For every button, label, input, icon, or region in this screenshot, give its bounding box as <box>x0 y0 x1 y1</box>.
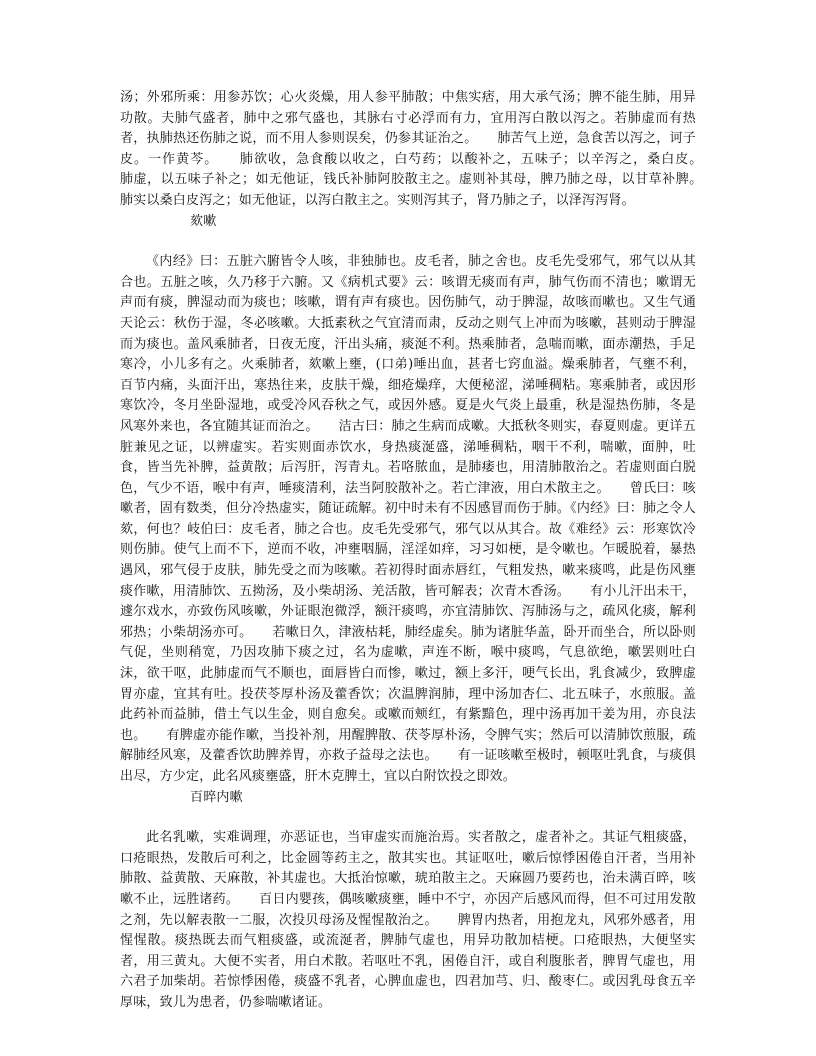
section-heading-infant-cough: 百晬内嗽 <box>190 789 243 805</box>
section-heading-cough: 欬嗽 <box>190 213 217 229</box>
spacer <box>120 808 696 828</box>
spacer <box>120 232 696 252</box>
cough-paragraph: 《内经》曰：五脏六腑皆令人咳，非独肺也。皮毛者，肺之舍也。皮毛先受邪气，邪气以从其合也。五脏之咳，久乃移于六腑。又《病机式要》云：咳谓无痰而有声，肺气伤而不清也；嗽谓无声而有痰，脾湿动而为痰也；咳嗽，谓有声有痰也。因伤肺气，动于脾湿，故咳而嗽也。又生气通天论云：秋伤于湿，冬必咳嗽。大抵素秋之气宜清而肃，反动之则气上冲而为咳嗽，甚则动于脾湿而为痰也。盖风乘肺者，日夜无度，汗出头痛，痰涎不利。热乘肺者，急喘而嗽，面赤潮热，手足寒冷，小儿多有之。火乘肺者，欬嗽上壅，(口弟)唾出血，甚者七窍血溢。燥乘肺者，气壅不利，百节内痛，头面汗出，寒热往来，皮肤干燥，细疮燥痒，大便秘涩，涕唾稠粘。寒乘肺者，或因形寒饮冷，冬月坐卧湿地，或受冷风吞秋之气，或因外感。夏是火气炎上最重，秋是湿热伤肺，冬是风寒外来也，各宜随其证而治之。 洁古曰：肺之生病而成嗽。大抵秋冬则实，春夏则虚。更详五脏兼见之证，以辨虚实。若实则面赤饮水，身热痰涎盛，涕唾稠粘，咽干不利，喘嗽，面肿，吐食，皆当先补脾，益黄散；后泻肝，泻青丸。若咯脓血，是肺痿也，用清肺散治之。若虚则面白脱色，气少不语，喉中有声，唾痰清利，法当阿胶散补之。若亡津液，用白术散主之。 曾氏曰：咳嗽者，固有数类，但分冷热虚实，随证疏解。初中时未有不因感冒而伤于肺。《内经》曰：肺之令人欬，何也？岐伯曰：皮毛者，肺之合也。皮毛先受邪气，邪气以从其合。故《难经》云：形寒饮冷则伤肺。使气上而不下，逆而不收，冲壅咽膈，淫淫如痒，习习如梗，是令嗽也。乍暖脱着，暴热遇风，邪气侵于皮肤，肺先受之而为咳嗽。若初得时面赤唇红，气粗发热，嗽来痰鸣，此是伤风壅痰作嗽，用清肺饮、五拗汤，及小柴胡汤、羌活散，皆可解表；次青木香汤。 有小儿汗出未干，遽尔戏水，亦致伤风咳嗽，外证眼泡微浮，额汗痰鸣，亦宜清肺饮、泻肺汤与之，疏风化痰，解利邪热；小柴胡汤亦可。 若嗽日久，津液枯耗，肺经虚矣。肺为诸脏华盖，卧开而坐合，所以卧则气促，坐则稍宽，乃因攻肺下痰之过，名为虚嗽，声连不断，喉中痰鸣，气息欲绝，嗽罢则吐白沫，欲干呕，此肺虚而气不顺也，面唇皆白而惨，嗽过，额上多汗，哽气长出，乳食减少，致脾虚胃亦虚，宜其有吐。投茯苓厚朴汤及藿香饮；次温脾润肺，理中汤加杏仁、北五味子，水煎服。盖此药补而益肺，借土气以生金，则自愈矣。或嗽而颊红，有紫黯色，理中汤再加干姜为用，亦良法也。 有脾虚亦能作嗽，当投补剂，用醒脾散、茯苓厚朴汤，令脾气实；然后可以清肺饮煎服，疏解肺经风寒，及藿香饮助脾养胃，亦救子益母之法也。 有一证咳嗽至极时，顿呕吐乳食，与痰俱出尽，方少定，此名风痰壅盛，肝木克脾土，宜以白附饮投之即效。 <box>120 254 696 784</box>
intro-paragraph: 汤；外邪所乘：用参苏饮；心火炎燥，用人参平肺散；中焦实痞，用大承气汤；脾不能生肺，用异功散。夫肺气盛者，肺中之邪气盛也，其脉右寸必浮而有力，宜用泻白散以泻之。若肺虚而有热者，执肺热还伤肺之说，而不用人参则误矣，仍参其证治之。 肺苦气上逆，急食苦以泻之，诃子皮。一作黄芩。 肺欲收，急食酸以收之，白芍药；以酸补之，五味子；以辛泻之，桑白皮。 肺虚，以五味子补之；如无他证，钱氏补肺阿胶散主之。虚则补其母，脾乃肺之母，以甘草补脾。 肺实以桑白皮泻之；如无他证，以泻白散主之。实则泻其子，肾乃肺之子，以泽泻泻肾。 <box>120 90 723 208</box>
infant-cough-paragraph: 此名乳嗽，实难调理，亦恶证也，当审虚实而施治焉。实者散之，虚者补之。其证气粗痰盛，口疮眼热，发散后可利之，比金圆等药主之，散其实也。其证呕吐，嗽后惊悸困倦自汗者，当用补肺散、益黄散、天麻散，补其虚也。大抵治惊嗽，琥珀散主之。天麻圆乃要药也，治未满百晬，咳嗽不止，远胜诸药。 百日内婴孩，偶咳嗽痰壅，睡中不宁，亦因产后感风而得，但不可过用发散之剂，先以解表散一二服，次投贝母汤及惺惺散治之。 脾胃内热者，用抱龙丸，风邪外感者，用惺惺散。痰热既去而气粗痰盛，或流涎者，脾肺气虚也，用异功散加桔梗。口疮眼热，大便坚实者，用三黄丸。大便不实者，用白术散。若呕吐不乳，困倦自汗，或自利腹胀者，脾胃气虚也，用六君子加柴胡。若惊悸困倦，痰盛不乳者，心脾血虚也，四君加芎、归、酸枣仁。或因乳母食五辛厚味，致儿为患者，仍参喘嗽诸证。 <box>120 830 696 1010</box>
document-page <box>120 88 723 1014</box>
